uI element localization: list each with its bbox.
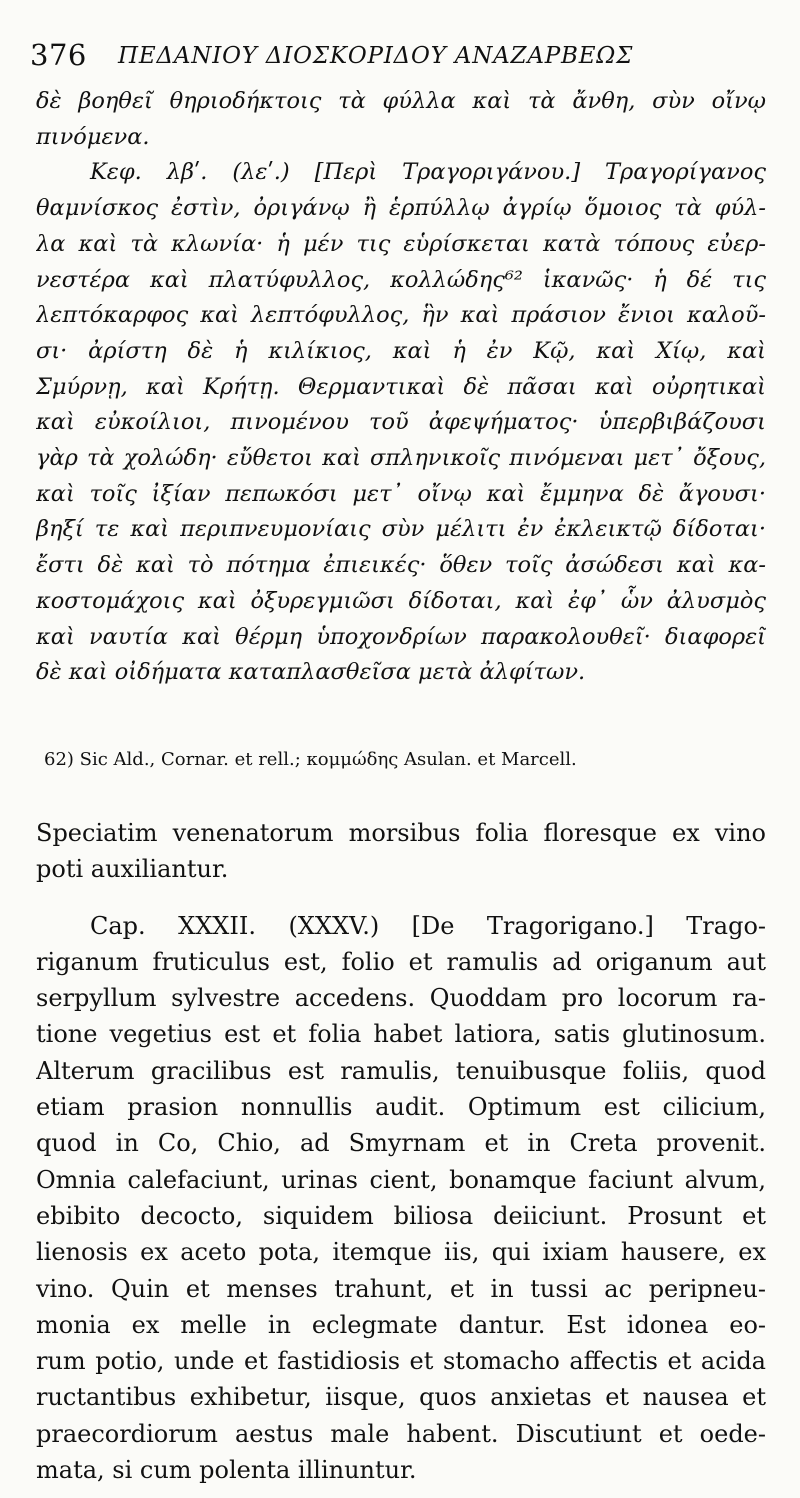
latin-line: lienosis ex aceto pota, itemque iis, qui ixiam hausere, ex (36, 1238, 766, 1267)
greek-line: ἔστι δὲ καὶ τὸ πότημα ἐπιεικές· ὅθεν τοῖς ἀσώδεσι καὶ κα- (36, 552, 766, 579)
running-head: ΠΕΔΑΝΙΟΥ ΔΙΟΣΚΟΡΙΔΟΥ ΑΝΑΖΑΡΒΕΩΣ (118, 43, 634, 69)
latin-line: poti auxiliantur. (36, 855, 229, 884)
greek-text (36, 84, 766, 691)
latin-line: mata, si cum polenta illinuntur. (36, 1456, 417, 1485)
greek-line: κοστομάχοις καὶ ὀξυρεγμιῶσι δίδοται, καὶ ἐφ᾽ ὧν ἀλυσμὸς (36, 587, 766, 614)
greek-line: δὲ καὶ οἰδήματα καταπλασθεῖσα μετὰ ἀλφίτων. (36, 659, 586, 686)
latin-line: serpyllum sylvestre accedens. Quoddam pro locorum ra- (36, 984, 766, 1013)
greek-line: πινόμενα. (36, 123, 150, 150)
greek-line: καὶ εὐκοίλιοι, πινομένου τοῦ ἀφεψήματος· ὑπερβιβάζουσι (36, 409, 766, 436)
latin-line: rum potio, unde et fastidiosis et stomacho affectis et acida (36, 1347, 766, 1376)
greek-line: λα καὶ τὰ κλωνία· ἡ μέν τις εὑρίσκεται κατὰ τόπους εὐερ- (36, 230, 766, 257)
greek-line: βηξί τε καὶ περιπνευμονίαις σὺν μέλιτι ἐν ἐκλεικτῷ δίδοται· (36, 516, 766, 543)
greek-line: γὰρ τὰ χολώδη· εὔθετοι καὶ σπληνικοῖς πινόμεναι μετ᾽ ὄξους, (36, 445, 766, 472)
latin-line: Omnia calefaciunt, urinas cient, bonamque faciunt alvum, (36, 1165, 766, 1194)
footnote-62: 62) Sic Ald., Cornar. et rell.; κομμώδης Asulan. et Marcell. (44, 749, 577, 770)
greek-line: δὲ βοηθεῖ θηριοδήκτοις τὰ φύλλα καὶ τὰ ἄνθη, σὺν οἴνῳ (36, 88, 766, 114)
latin-line: ebibito decocto, siquidem biliosa deiiciunt. Prosunt et (36, 1201, 766, 1230)
greek-line: λεπτόκαρφος καὶ λεπτόφυλλος, ἣν καὶ πράσιον ἔνιοι καλοῦ- (36, 302, 766, 329)
chapter-heading-greek: Κεφ. λβʹ. (λεʹ.) [Περὶ Τραγοριγάνου.] Τραγορίγανος (90, 159, 766, 186)
latin-line: quod in Co, Chio, ad Smyrnam et in Creta provenit. (36, 1129, 766, 1158)
latin-line: tione vegetius est et folia habet latiora, satis glutinosum. (36, 1020, 766, 1049)
greek-line: θαμνίσκος ἐστὶν, ὀριγάνῳ ἢ ἑρπύλλῳ ἀγρίῳ ὅμοιος τὰ φύλ- (36, 195, 766, 222)
greek-line: νεστέρα καὶ πλατύφυλλος, κολλώδης⁶² ἱκανῶς· ἡ δέ τις (36, 266, 766, 293)
latin-line: riganum fruticulus est, folio et ramulis ad origanum aut (36, 947, 766, 976)
greek-line: καὶ τοῖς ἰξίαν πεπωκόσι μετ᾽ οἴνῳ καὶ ἔμμηνα δὲ ἄγουσι· (36, 480, 766, 507)
greek-line: σι· ἀρίστη δὲ ἡ κιλίκιος, καὶ ἡ ἐν Κῷ, καὶ Χίῳ, καὶ (36, 337, 766, 364)
paragraph-gap (36, 888, 766, 908)
latin-line: Alterum gracilibus est ramulis, tenuibusque foliis, quod (36, 1056, 766, 1085)
greek-line: καὶ ναυτία καὶ θέρμη ὑποχονδρίων παρακολουθεῖ· διαφορεῖ (36, 623, 766, 650)
latin-line: monia ex melle in eclegmate dantur. Est idonea eo- (36, 1310, 766, 1339)
latin-line: Speciatim venenatorum morsibus folia floresque ex vino (36, 819, 766, 847)
page-header (30, 38, 770, 78)
greek-line: Σμύρνῃ, καὶ Κρήτῃ. Θερμαντικαὶ δὲ πᾶσαι καὶ οὐρητικαὶ (36, 373, 766, 400)
latin-line: etiam prasion nonnullis audit. Optimum est cilicium, (36, 1093, 766, 1122)
latin-line: vino. Quin et menses trahunt, et in tussi ac peripneu- (36, 1274, 766, 1303)
latin-text (36, 815, 766, 1488)
chapter-heading-latin: Cap. XXXII. (XXXV.) [De Tragorigano.] Trago- (90, 911, 766, 940)
latin-line: ructantibus exhibetur, iisque, quos anxietas et nausea et (36, 1383, 766, 1412)
latin-line: praecordiorum aestus male habent. Discutiunt et oede- (36, 1419, 766, 1448)
page-number: 376 (30, 38, 87, 72)
